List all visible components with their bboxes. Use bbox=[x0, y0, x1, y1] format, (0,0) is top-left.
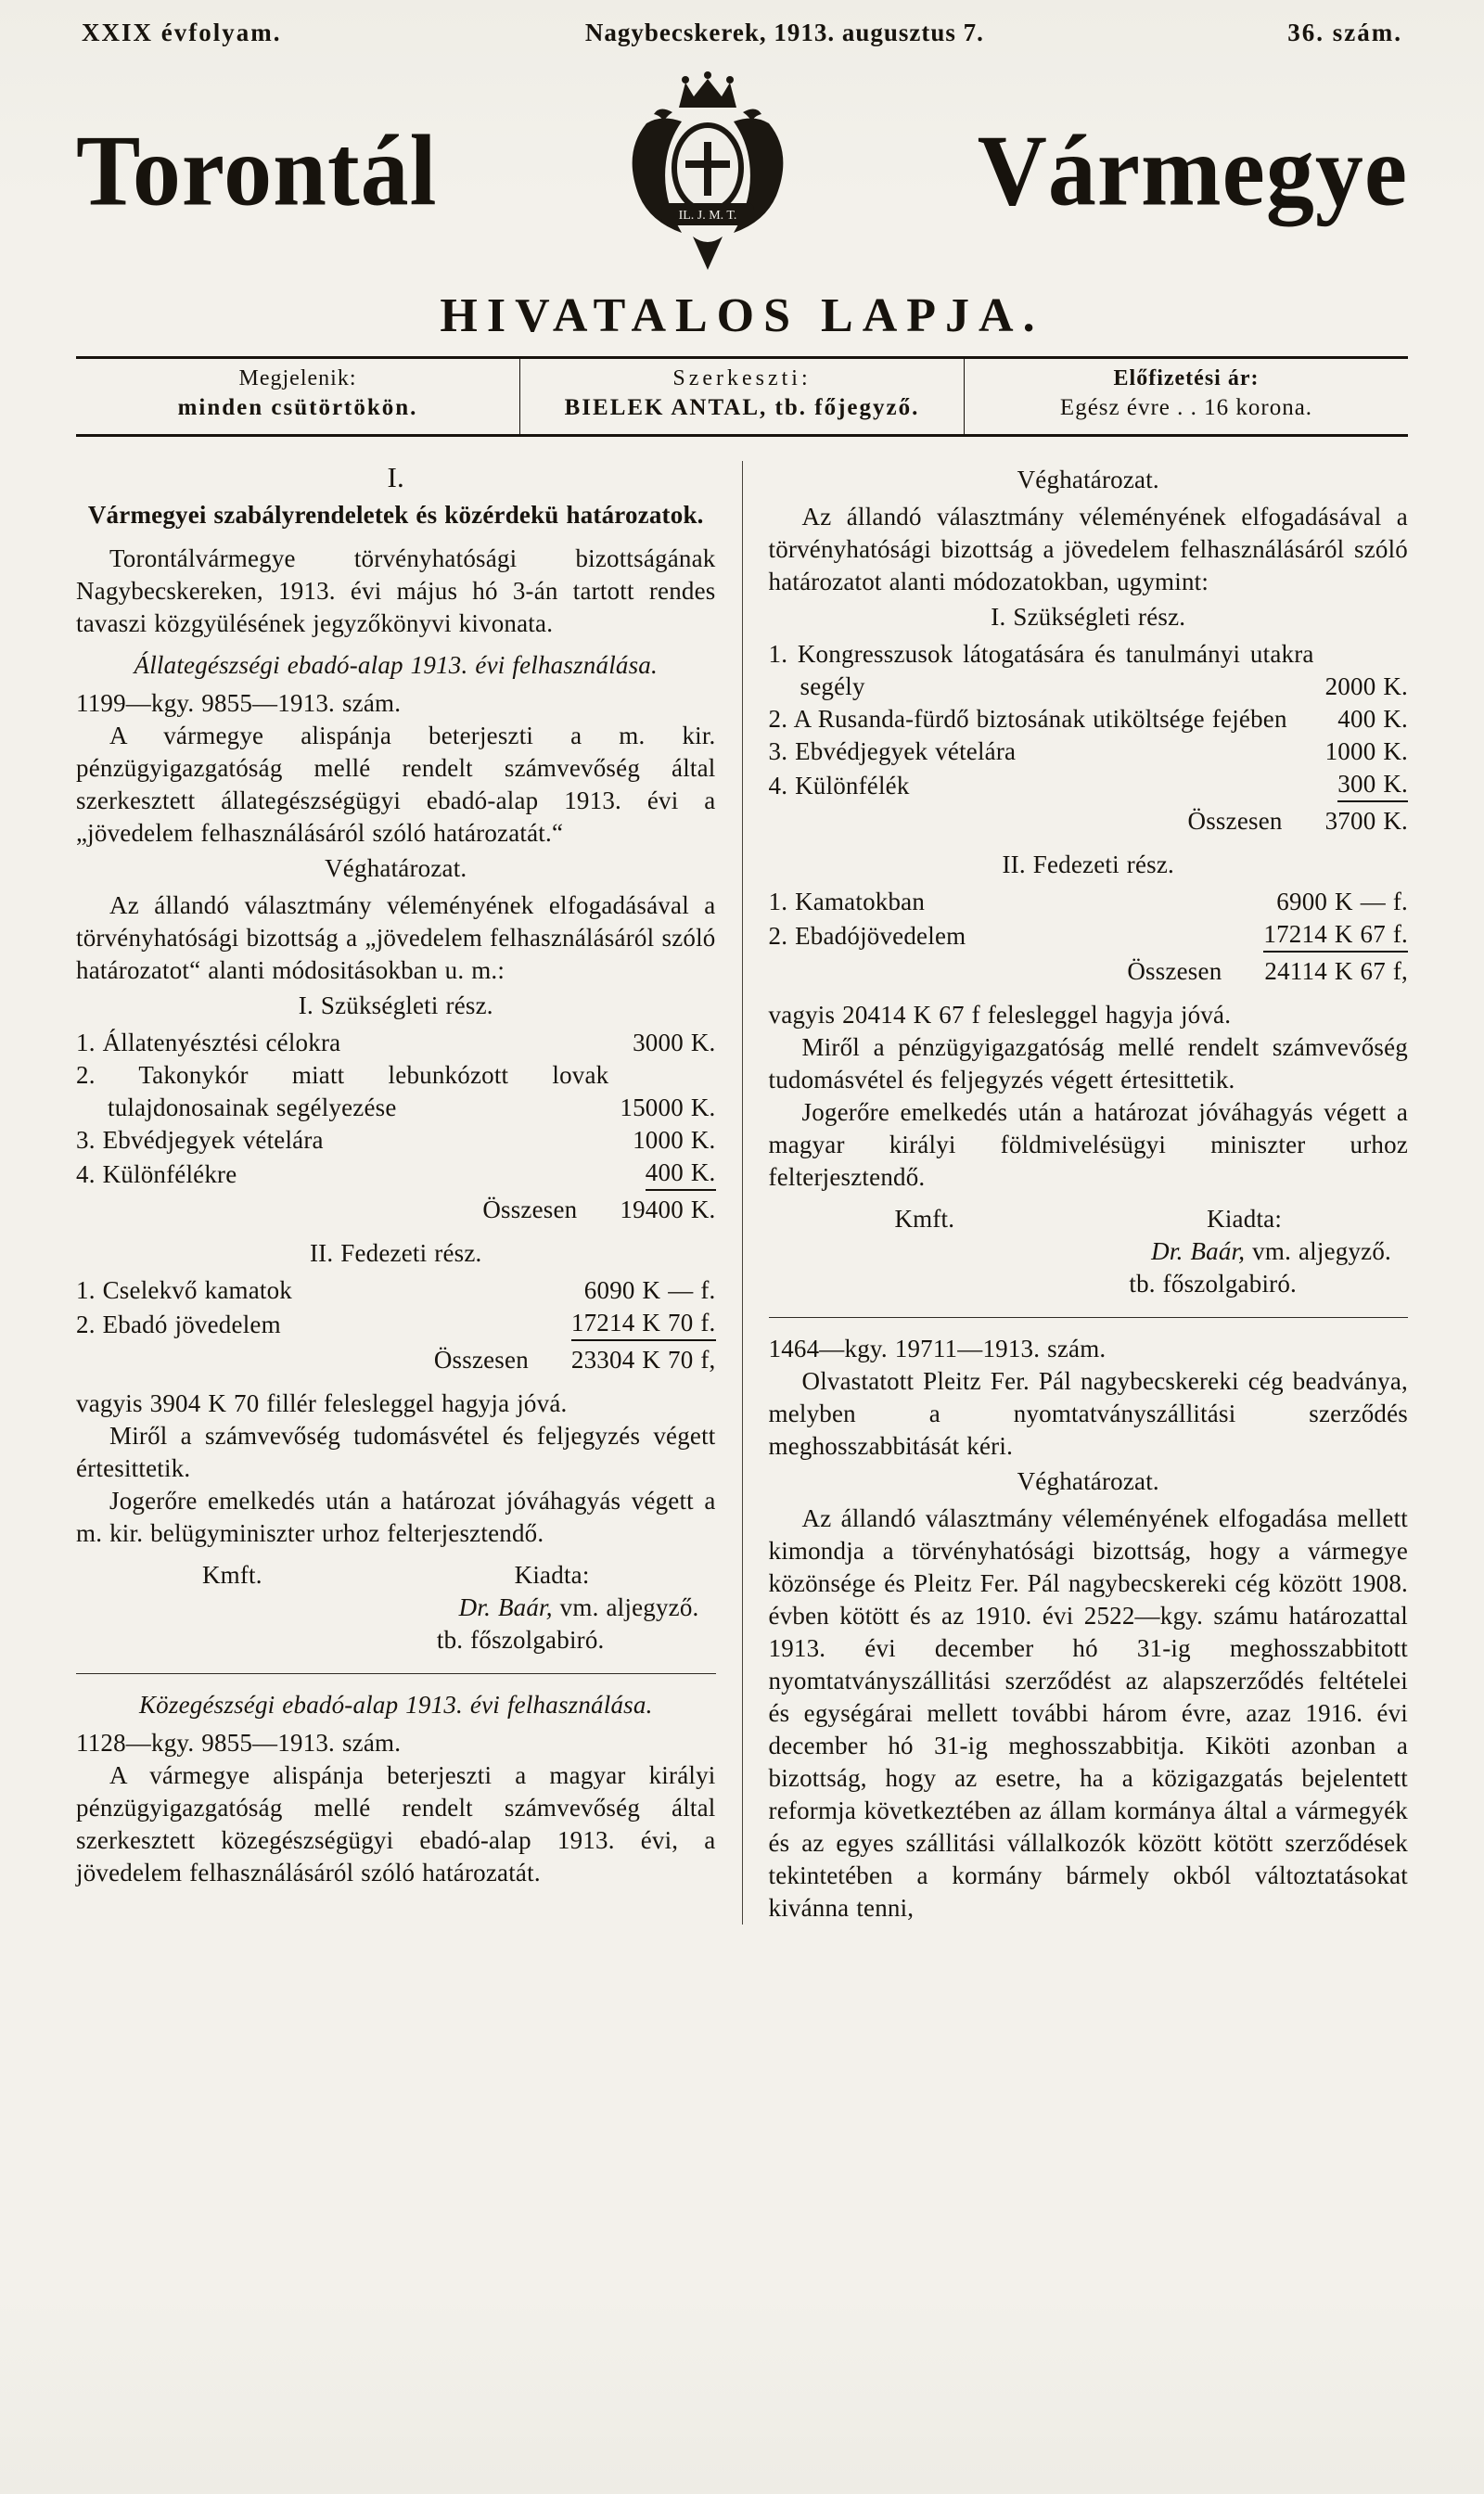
paragraph: Torontálvármegye törvényhatósági bizottságának Nagybecskereken, 1913. évi május hó 3-án tartott rendes tavaszi közgyülésének jegyzőkönyvi kivonata. bbox=[76, 544, 716, 637]
item-label: 2. Ebadó jövedelem bbox=[76, 1311, 281, 1338]
signature-name: Dr. Baár, bbox=[1151, 1237, 1246, 1265]
total-line bbox=[76, 1194, 716, 1226]
signature-role: vm. aljegyző. bbox=[552, 1593, 699, 1621]
item-label: 1. Kongresszusok látogatására és tanulmányi utakra segély bbox=[768, 640, 1314, 700]
centered-line: Közegészségi ebadó-alap 1913. évi felhasználása. bbox=[138, 1691, 653, 1719]
budget-line-item bbox=[76, 1274, 716, 1307]
masthead-title-left: Torontál bbox=[76, 115, 438, 227]
paragraph: Az állandó választmány véleményének elfogadásával a törvényhatósági bizottság a jövedelem felhasználásáról szóló határozatot alanti módozatokban, ugymint: bbox=[768, 503, 1408, 595]
centered-line: Állategészségi ebadó-alap 1913. évi felhasználása. bbox=[134, 651, 658, 679]
publication-schedule-label: Megjelenik: bbox=[238, 366, 357, 390]
publication-schedule-value: minden csütörtökön. bbox=[177, 395, 418, 420]
infobar-editor bbox=[519, 359, 964, 434]
county-coat-of-arms-icon bbox=[610, 64, 805, 279]
item-amount: 15000 K. bbox=[620, 1094, 716, 1121]
paragraph: Az állandó választmány véleményének elfogadásával a törvényhatósági bizottság a „jövedelem felhasználásáról szóló határozatot“ alanti módositásokban u. m.: bbox=[76, 891, 716, 984]
crest-ribbon-text: IL. J. M. T. bbox=[678, 209, 737, 223]
paragraph: Olvastatott Pleitz Fer. Pál nagybecskereki cég beadványa, melyben a nyomtatványszállitási szerződés meghosszabbitását kéri. bbox=[768, 1367, 1408, 1460]
paragraph: A vármegye alispánja beterjeszti a magyar királyi pénzügyigazgatóság mellé rendelt számvevőség által szerkesztett közegészségügyi ebadó-alap 1913. évi, a jövedelem felhasználásáról szóló határozatát. bbox=[76, 1761, 716, 1886]
closing-kmft: Kmft. bbox=[201, 1561, 262, 1589]
item-amount: 400 K. bbox=[646, 1157, 716, 1191]
budget-line-item bbox=[769, 918, 1409, 953]
centered-line: II. Fedezeti rész. bbox=[1002, 851, 1174, 878]
infobar-publication bbox=[76, 359, 519, 434]
paragraph: Jogerőre emelkedés után a határozat jóváhagyás végett a magyar királyi földmivelésügyi miniszter urhoz felterjesztendő. bbox=[768, 1098, 1408, 1191]
total-label: Összesen bbox=[433, 1346, 529, 1374]
section-divider bbox=[769, 1317, 1409, 1318]
centered-line: I. bbox=[387, 461, 404, 493]
item-label: 1. Cselekvő kamatok bbox=[76, 1276, 293, 1304]
article-body bbox=[76, 461, 1408, 1925]
item-label: 2. Takonykór miatt lebunkózott lovak tulajdonosainak segélyezése bbox=[76, 1061, 609, 1121]
publication-info-bar bbox=[76, 356, 1408, 437]
item-amount: 6090 K — f. bbox=[583, 1276, 716, 1304]
centered-line: II. Fedezeti rész. bbox=[309, 1239, 482, 1267]
item-amount: 300 K. bbox=[1337, 768, 1408, 802]
item-label: 4. Különfélék bbox=[768, 772, 910, 799]
paragraph: A vármegye alispánja beterjeszti a m. kir. pénzügyigazgatóság mellé rendelt számvevőség által szerkesztett állategészségügyi ebadó-alap 1913. évi a „jövedelem felhasználásáról szóló határozatát.“ bbox=[76, 722, 716, 847]
centered-line: Vármegyei szabályrendeletek és közérdekü határozatok. bbox=[87, 501, 704, 529]
budget-line-item bbox=[76, 1307, 716, 1341]
item-label: 2. A Rusanda-fürdő biztosának utiköltsége fejében bbox=[768, 705, 1287, 733]
budget-line-item bbox=[76, 1124, 716, 1157]
item-amount: 6900 K — f. bbox=[1276, 888, 1408, 915]
item-label: 3. Ebvédjegyek vételára bbox=[76, 1126, 324, 1154]
subscription-label: Előfizetési ár: bbox=[1113, 366, 1260, 390]
signature-role: vm. aljegyző. bbox=[1245, 1237, 1391, 1265]
signature-name: Dr. Baár, bbox=[458, 1593, 553, 1621]
topbar bbox=[76, 15, 1408, 53]
item-amount: 2000 K. bbox=[1324, 672, 1408, 700]
paragraph: Miről a pénzügyigazgatóság mellé rendelt számvevőség tudomásvétel és feljegyzés végett értesittetik. bbox=[768, 1033, 1408, 1094]
paragraph: 1464—kgy. 19711—1913. szám. bbox=[768, 1335, 1107, 1362]
masthead-title-right: Vármegye bbox=[977, 115, 1408, 227]
paragraph: vagyis 3904 K 70 fillér felesleggel hagyja jóvá. bbox=[76, 1389, 568, 1417]
centered-line: I. Szükségleti rész. bbox=[991, 603, 1186, 631]
item-amount: 17214 K 67 f. bbox=[1263, 918, 1408, 953]
item-amount: 1000 K. bbox=[1324, 737, 1408, 765]
signature-role: tb. főszolgabiró. bbox=[436, 1626, 605, 1654]
paragraph: 1199—kgy. 9855—1913. szám. bbox=[76, 689, 402, 717]
editor-value: BIELEK ANTAL, tb. főjegyző. bbox=[564, 395, 920, 420]
issue-date-label: Nagybecskerek, 1913. augusztus 7. bbox=[584, 19, 984, 46]
paragraph: 1128—kgy. 9855—1913. szám. bbox=[76, 1729, 402, 1757]
signature-line bbox=[769, 1235, 1409, 1268]
paragraph: Jogerőre emelkedés után a határozat jóváhagyás végett a m. kir. belügyminiszter urhoz felterjesztendő. bbox=[76, 1487, 716, 1547]
total-label: Összesen bbox=[1187, 807, 1283, 835]
budget-line-item bbox=[769, 886, 1409, 918]
total-line bbox=[76, 1344, 716, 1376]
item-label: 2. Ebadójövedelem bbox=[768, 922, 966, 950]
page-title: HIVATALOS LAPJA. bbox=[440, 289, 1044, 342]
item-label: 1. Kamatokban bbox=[768, 888, 926, 915]
left-column bbox=[76, 461, 716, 1925]
closing-kiadta: Kiadta: bbox=[514, 1561, 590, 1589]
item-amount: 400 K. bbox=[1337, 705, 1408, 733]
infobar-subscription bbox=[964, 359, 1408, 434]
centered-line: Véghatározat. bbox=[1017, 1467, 1159, 1495]
item-label: 4. Különfélékre bbox=[76, 1160, 237, 1188]
budget-line-item bbox=[769, 703, 1409, 735]
editor-label: Szerkeszti: bbox=[672, 366, 812, 390]
centered-line: I. Szükségleti rész. bbox=[298, 991, 493, 1019]
section-divider bbox=[76, 1673, 716, 1674]
volume-label: XXIX évfolyam. bbox=[82, 19, 282, 46]
budget-line-item bbox=[769, 735, 1409, 768]
closing-kmft: Kmft. bbox=[894, 1205, 955, 1233]
column-divider bbox=[742, 461, 743, 1925]
item-amount: 3000 K. bbox=[633, 1029, 716, 1056]
total-line bbox=[769, 955, 1409, 988]
total-amount: 23304 K 70 f, bbox=[570, 1346, 716, 1374]
paragraph: Miről a számvevőség tudomásvétel és feljegyzés végett értesittetik. bbox=[76, 1422, 716, 1482]
signature-line bbox=[76, 1592, 716, 1624]
signature-line bbox=[76, 1624, 716, 1656]
issue-number-label: 36. szám. bbox=[1287, 19, 1402, 46]
signature-role: tb. főszolgabiró. bbox=[1129, 1270, 1297, 1298]
budget-line-item bbox=[76, 1157, 716, 1191]
centered-line: Véghatározat. bbox=[1017, 466, 1159, 493]
total-amount: 19400 K. bbox=[620, 1196, 716, 1223]
right-column bbox=[769, 461, 1409, 1925]
total-amount: 3700 K. bbox=[1324, 807, 1408, 835]
budget-line-item bbox=[769, 768, 1409, 802]
total-label: Összesen bbox=[482, 1196, 578, 1223]
closing-kiadta: Kiadta: bbox=[1207, 1205, 1283, 1233]
item-amount: 17214 K 70 f. bbox=[571, 1307, 716, 1341]
item-label: 3. Ebvédjegyek vételára bbox=[768, 737, 1017, 765]
masthead bbox=[76, 60, 1408, 283]
total-amount: 24114 K 67 f, bbox=[1264, 957, 1408, 985]
total-label: Összesen bbox=[1127, 957, 1222, 985]
centered-line: Véghatározat. bbox=[325, 854, 467, 882]
paragraph: vagyis 20414 K 67 f felesleggel hagyja jóvá. bbox=[768, 1001, 1232, 1029]
subscription-value: Egész évre . . 16 korona. bbox=[1059, 395, 1313, 420]
budget-line-item bbox=[76, 1059, 716, 1124]
item-label: 1. Állatenyésztési célokra bbox=[76, 1029, 341, 1056]
budget-line-item bbox=[76, 1027, 716, 1059]
paragraph: Az állandó választmány véleményének elfogadása mellett kimondja a törvényhatósági bizottság, hogy a vármegye közönsége és Pleitz Fer. Pál nagybecskereki cég között 1908. évben kötött és az 1910. évi 2522—kgy. számu határozattal 1913. évi december hó 31-ig meghosszabbitott nyomtatványszállitási szerződést az alapszerződés feltételei és egységárai mellett további három évre, azaz 1916. évi december hó 31-ig meghosszabbitja. Kiköti azonban a bizottság, hogy az esetre, ha a közigazgatás bejelentett reformja következtében az állam kormánya által a vármegyék és az egyes szállitási vállalkozók között kötött szerződések tekintetében a kormány bármely okból változtatásokat kivánna tenni, bbox=[768, 1504, 1408, 1922]
budget-line-item bbox=[769, 638, 1409, 703]
item-amount: 1000 K. bbox=[633, 1126, 716, 1154]
closing-row bbox=[769, 1203, 1409, 1235]
total-line bbox=[769, 805, 1409, 838]
signature-line bbox=[769, 1268, 1409, 1300]
closing-row bbox=[76, 1559, 716, 1592]
